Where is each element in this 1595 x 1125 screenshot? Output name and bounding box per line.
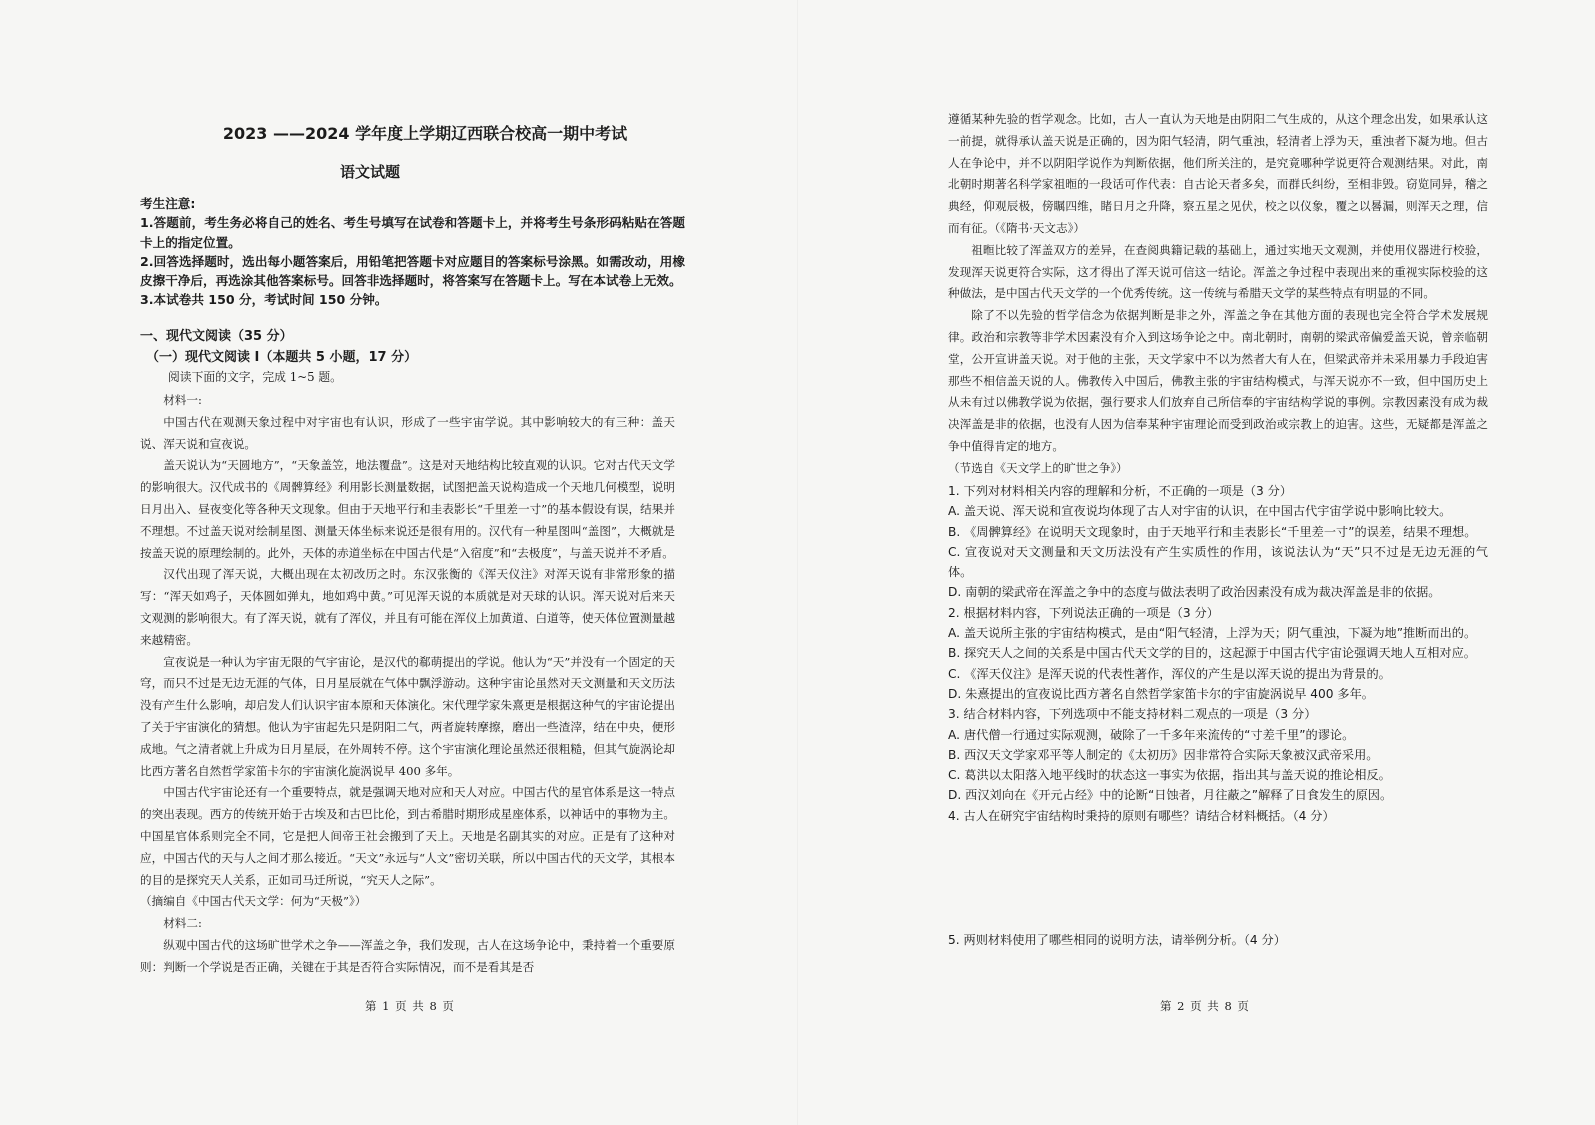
question-list: [948, 481, 1488, 826]
subject-title: 语文试题: [340, 163, 401, 181]
question-option: B. 探究天人之间的关系是中国古代天文学的目的，这起源于中国古代宇宙论强调天地人互相对应。: [948, 646, 1476, 661]
source-citation: （摘编自《中国古代天文学：何为“天极”》）: [140, 894, 367, 909]
paragraph: 汉代出现了浑天说，大概出现在太初改历之时。东汉张衡的《浑天仪注》对浑天说有非常形象的描写：“浑天如鸡子，天体圆如弹丸，地如鸡中黄。”可见浑天说的本质就是对天球的认识。浑天说对后来天文观测的影响很大。有了浑天说，就有了浑仪，并且有可能在浑仪上加黄道、白道等，使天体位置测量越来越精密。: [140, 567, 675, 647]
subsection-heading: （一）现代文阅读 I（本题共 5 小题，17 分）: [146, 350, 418, 365]
page-fold: [797, 0, 798, 1125]
paragraph: 祖暅比较了浑盖双方的差异，在查阅典籍记载的基础上，通过实地天文观测，并使用仪器进行校验，发现浑天说更符合实际，这才得出了浑天说可信这一结论。浑盖之争过程中表现出来的重视实际校验的这种做法，是中国古代天文学的一个优秀传统。这一传统与希腊天文学的某些特点有明显的不同。: [948, 242, 1488, 301]
exam-title: 2023 ——2024 学年度上学期辽西联合校高一期中考试: [222, 124, 628, 143]
question-option: A. 盖天说、浑天说和宣夜说均体现了古人对宇宙的认识，在中国古代宇宙学说中影响比较大。: [948, 504, 1452, 519]
notice-heading: 考生注意:: [140, 196, 196, 211]
question-stem: 4. 古人在研究宇宙结构时秉持的原则有哪些？请结合材料概括。（4 分）: [948, 808, 1335, 823]
page-number-right: 第 2 页 共 8 页: [1160, 999, 1250, 1013]
question-option: C. 《浑天仪注》是浑天说的代表性著作，浑仪的产生是以浑天说的提出为背景的。: [948, 666, 1391, 681]
question-stem: 1. 下列对材料相关内容的理解和分析，不正确的一项是（3 分）: [948, 484, 1293, 498]
left-page-text: [140, 390, 675, 979]
paragraph: 盖天说认为“天圆地方”，“天象盖笠，地法覆盘”。这是对天地结构比较直观的认识。它对古代天文学的影响很大。汉代成书的《周髀算经》利用影长测量数据，试图把盖天说构造成一个天地几何模型，说明日月出入、昼夜变化等各种天文现象。但由于天地平行和圭表影长“千里差一寸”的基本假设有误，结果并不理想。不过盖天说对绘制星图、测量天体坐标来说还是很有用的。汉代有一种星图叫“盖图”，大概就是按盖天说的原理绘制的。此外，天体的赤道坐标在中国古代是“入宿度”和“去极度”，与盖天说并不矛盾。: [140, 458, 675, 560]
paragraph: 遵循某种先验的哲学观念。比如，古人一直认为天地是由阴阳二气生成的，从这个理念出发，如果承认这一前提，就得承认盖天说是正确的，因为阳气轻清，阴气重浊，轻清者上浮为天，重浊者下凝为地。但古人在争论中，并不以阴阳学说作为判断依据，他们所关注的，是究竟哪种学说更符合观测结果。对此，南北朝时期著名科学家祖暅的一段话可作代表：自古论天者多矣，而群氏纠纷，至相非毁。窃览同异，稽之典经，仰观辰极，傍瞩四维，睹日月之升降，察五星之见伏，校之以仪象，覆之以晷漏，则浑天之理，信而有征。（《隋书·天文志》）: [948, 112, 1488, 235]
paragraph: 纵观中国古代的这场旷世学术之争——浑盖之争，我们发现，古人在这场争论中，秉持着一个重要原则：判断一个学说是否正确，关键在于其是否符合实际情况，而不是看其是否: [140, 937, 675, 974]
paragraph: 中国古代在观测天象过程中对宇宙也有认识，形成了一些宇宙学说。其中影响较大的有三种：盖天说、浑天说和宣夜说。: [140, 414, 675, 451]
paragraph: 中国古代宇宙论还有一个重要特点，就是强调天地对应和天人对应。中国古代的星官体系是这一特点的突出表现。西方的传统开始于古埃及和古巴比伦，到古希腊时期形成星座体系，以神话中的事物为主。中国星官体系则完全不同，它是把人间帝王社会搬到了天上。天地是名副其实的对应。正是有了这种对应，中国古代的天与人之间才那么接近。“天文”永远与“人文”密切关联，所以中国古代的天文学，其根本的目的是探究天人关系，正如司马迁所说，“究天人之际”。: [140, 785, 675, 887]
material-label: 材料二:: [163, 916, 202, 931]
question-stem: 3. 结合材料内容，下列选项中不能支持材料二观点的一项是（3 分）: [948, 707, 1317, 722]
question-option: D. 南朝的梁武帝在浑盖之争中的态度与做法表明了政治因素没有成为裁决浑盖是非的依据。: [948, 585, 1441, 600]
candidate-notice: [140, 194, 685, 310]
page-number-left: 第 1 页 共 8 页: [365, 999, 455, 1013]
question-option: B. 《周髀算经》在说明天文现象时，由于天地平行和圭表影长“千里差一寸”的误差，结果不理想。: [948, 524, 1477, 539]
source-citation: （节选自《天文学上的旷世之争》）: [948, 460, 1128, 475]
question-option: D. 朱熹提出的宣夜说比西方著名自然哲学家笛卡尔的宇宙旋涡说早 400 多年。: [948, 686, 1374, 701]
material-label: 材料一:: [163, 393, 202, 407]
reading-instruction: 阅读下面的文字，完成 1~5 题。: [168, 370, 342, 384]
question-stem: 2. 根据材料内容，下列说法正确的一项是（3 分）: [948, 605, 1219, 620]
question-option: A. 唐代僧一行通过实际观测，破除了一千多年来流传的“寸差千里”的谬论。: [948, 727, 1355, 742]
notice-item: 2.回答选择题时，选出每小题答案后，用铅笔把答题卡对应题目的答案标号涂黑。如需改动，用橡皮擦干净后，再选涂其他答案标号。回答非选择题时，将答案写在答题卡上。写在本试卷上无效。: [140, 253, 685, 289]
question-option: B. 西汉天文学家邓平等人制定的《太初历》因非常符合实际天象被汉武帝采用。: [948, 747, 1379, 762]
right-page-text: [948, 109, 1488, 480]
question-option: C. 葛洪以太阳落入地平线时的状态这一事实为依据，指出其与盖天说的推论相反。: [948, 768, 1391, 783]
notice-item: 1.答题前，考生务必将自己的姓名、考生号填写在试卷和答题卡上，并将考生号条形码粘贴在答题卡上的指定位置。: [140, 215, 685, 250]
section-heading: 一、现代文阅读（35 分）: [140, 329, 293, 344]
question-option: D. 西汉刘向在《开元占经》中的论断“日蚀者，月往蔽之”解释了日食发生的原因。: [948, 788, 1393, 803]
question-five: 5. 两则材料使用了哪些相同的说明方法，请举例分析。（4 分）: [948, 933, 1286, 947]
question-option: A. 盖天说所主张的宇宙结构模式，是由“阳气轻清，上浮为天；阴气重浊，下凝为地”推断而出的。: [948, 626, 1477, 641]
notice-item: 3.本试卷共 150 分，考试时间 150 分钟。: [140, 292, 388, 308]
paragraph: 宣夜说是一种认为宇宙无限的气宇宙论，是汉代的郗萌提出的学说。他认为“天”并没有一个固定的天穹，而只不过是无边无涯的气体，日月星辰就在气体中飘浮游动。这种宇宙论虽然对天文测量和天文历法没有产生什么影响，却启发人们认识宇宙本原和天体演化。宋代理学家朱熹更是根据这种气的宇宙论提出了关于宇宙演化的猜想。他认为宇宙起先只是阴阳二气，两者旋转摩擦，磨出一些渣滓，结在中央，便形成地。气之清者就上升成为日月星辰，在外周转不停。这个宇宙演化理论虽然还很粗糙，但其气旋涡论却比西方著名自然哲学家笛卡尔的宇宙演化旋涡说早 400 多年。: [140, 654, 675, 778]
paragraph: 除了不以先验的哲学信念为依据判断是非之外，浑盖之争在其他方面的表现也完全符合学术发展规律。政治和宗教等非学术因素没有介入到这场争论之中。南北朝时，南朝的梁武帝偏爱盖天说，曾亲临朝堂，公开宣讲盖天说。对于他的主张，天文学家中不以为然者大有人在，但梁武帝并未采用暴力手段迫害那些不相信盖天说的人。佛教传入中国后，佛教主张的宇宙结构模式，与浑天说亦不一致，但中国历史上从未有过以佛教学说为依据，强行要求人们放弃自己所信奉的宇宙结构学说的事例。宗教因素没有成为裁决浑盖是非的依据，也没有人因为信奉某种宇宙理论而受到政治或宗教上的迫害。这些，无疑都是浑盖之争中值得肯定的地方。: [948, 308, 1488, 453]
question-option: C. 宣夜说对天文测量和天文历法没有产生实质性的作用，该说法认为“天”只不过是无边无涯的气体。: [948, 544, 1488, 580]
